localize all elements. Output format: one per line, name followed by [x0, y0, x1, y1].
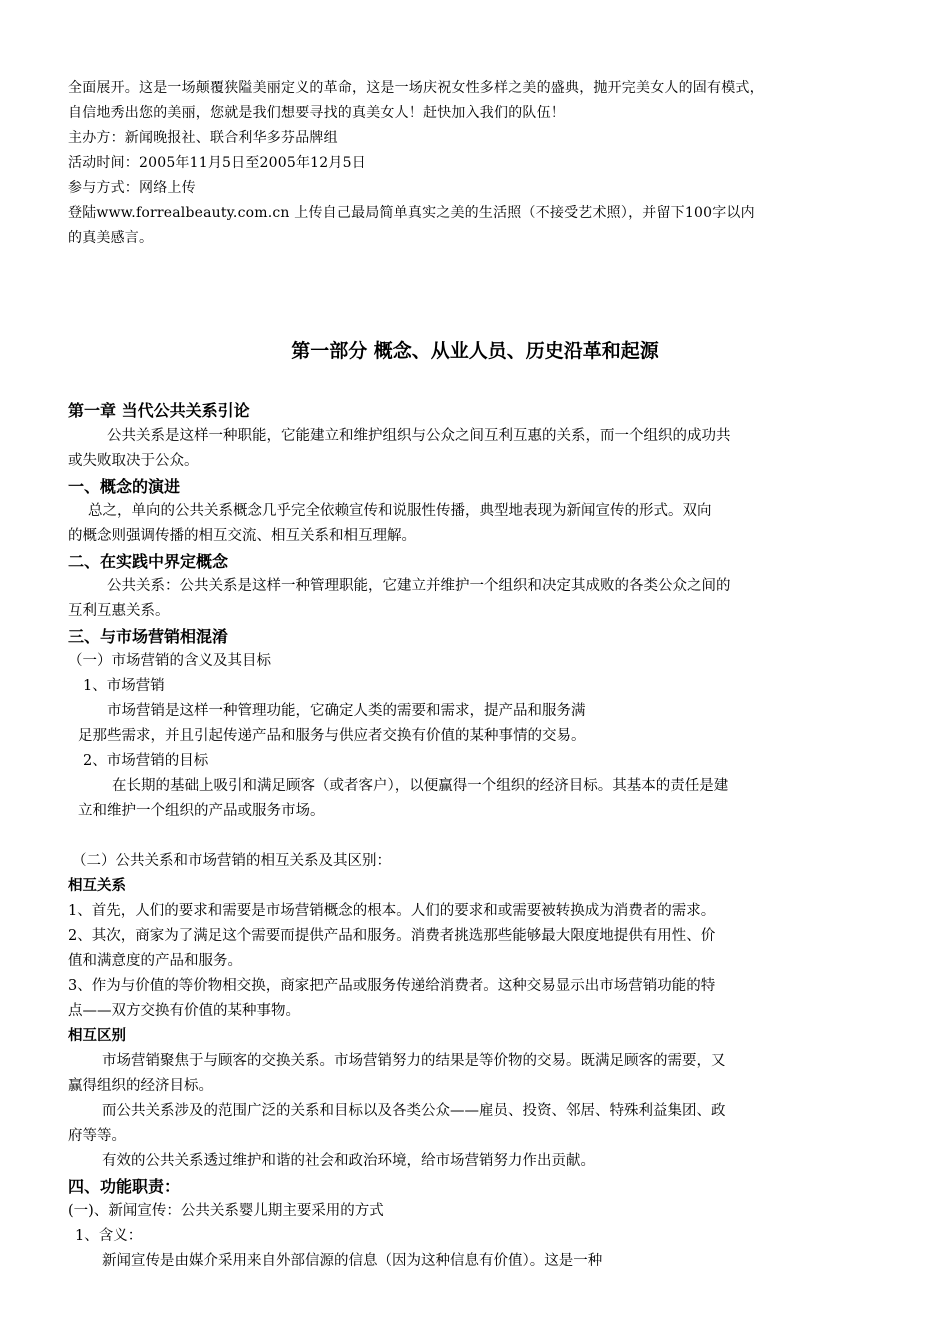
item-heading: 1、市场营销	[83, 678, 165, 694]
paragraph-line: 总之，单向的公共关系概念几乎完全依赖宣传和说服性传播，典型地表现为新闻宣传的形式。双向	[88, 503, 712, 519]
chapter-title: 第一章 当代公共关系引论	[68, 401, 250, 420]
paragraph-line: 1、首先，人们的要求和需要是市场营销概念的根本。人们的要求和或需要被转换成为消费者的需求。	[68, 903, 716, 919]
organizers-line: 主办方：新闻晚报社、联合利华多芬品牌组	[68, 130, 338, 146]
intro-line-2: 自信地秀出您的美丽，您就是我们想要寻找的真美女人！赶快加入我们的队伍！	[68, 105, 565, 121]
paragraph-line: 2、其次，商家为了满足这个需要而提供产品和服务。消费者挑选那些能够最大限度地提供有用性、价	[68, 928, 716, 944]
paragraph-line: 公共关系：公共关系是这样一种管理职能，它建立并维护一个组织和决定其成败的各类公众之间的	[107, 578, 731, 594]
subsection-heading: (一)、新闻宣传：公共关系婴儿期主要采用的方式	[68, 1203, 384, 1219]
paragraph-line: 市场营销是这样一种管理功能，它确定人类的需要和需求，提产品和服务满	[107, 703, 586, 719]
part-title: 第一部分 概念、从业人员、历史沿革和起源	[291, 340, 659, 362]
paragraph-line: 足那些需求，并且引起传递产品和服务与供应者交换有价值的某种事情的交易。	[78, 728, 586, 744]
difference-heading: 相互区别	[68, 1028, 126, 1044]
paragraph-line: 府等等。	[68, 1128, 126, 1144]
paragraph-line: 或失败取决于公众。	[68, 453, 199, 469]
paragraph-line: 在长期的基础上吸引和满足顾客（或者客户），以便赢得一个组织的经济目标。其基本的责任是建	[112, 778, 729, 794]
paragraph-line: 值和满意度的产品和服务。	[68, 953, 242, 969]
paragraph-line: 而公共关系涉及的范围广泛的关系和目标以及各类公众——雇员、投资、邻居、特殊利益集团、政	[102, 1103, 726, 1119]
paragraph-line: 点——双方交换有价值的某种事物。	[68, 1003, 300, 1019]
subsection-heading: （二）公共关系和市场营销的相互关系及其区别：	[72, 853, 391, 869]
paragraph-line: 赢得组织的经济目标。	[68, 1078, 213, 1094]
paragraph-line: 立和维护一个组织的产品或服务市场。	[78, 803, 325, 819]
upload-line-1: 登陆www.forrealbeauty.com.cn 上传自己最局简单真实之美的生活照（不接受艺术照），并留下100字以内	[68, 205, 755, 221]
paragraph-line: 3、作为与价值的等价物相交换，商家把产品或服务传递给消费者。这种交易显示出市场营销功能的特	[68, 978, 716, 994]
paragraph-line: 公共关系是这样一种职能，它能建立和维护组织与公众之间互利互惠的关系，而一个组织的成功共	[107, 428, 731, 444]
section-heading: 四、功能职责：	[68, 1177, 181, 1196]
relation-heading: 相互关系	[68, 878, 126, 894]
paragraph-line: 互利互惠关系。	[68, 603, 170, 619]
section-heading: 一、概念的演进	[68, 477, 181, 496]
subsection-heading: （一）市场营销的含义及其目标	[68, 653, 271, 669]
paragraph-line: 有效的公共关系透过维护和谐的社会和政治环境，给市场营销努力作出贡献。	[102, 1153, 595, 1169]
paragraph-line: 市场营销聚焦于与顾客的交换关系。市场营销努力的结果是等价物的交易。既满足顾客的需要，又	[102, 1053, 726, 1069]
paragraph-line: 的概念则强调传播的相互交流、相互关系和相互理解。	[68, 528, 416, 544]
intro-line-1: 全面展开。这是一场颠覆狭隘美丽定义的革命，这是一场庆祝女性多样之美的盛典，抛开完美女人的固有模式，	[68, 80, 764, 96]
item-heading: 1、含义：	[75, 1228, 143, 1244]
period-line: 活动时间：2005年11月5日至2005年12月5日	[68, 155, 366, 171]
section-heading: 三、与市场营销相混淆	[68, 627, 229, 646]
item-heading: 2、市场营销的目标	[83, 753, 209, 769]
section-heading: 二、在实践中界定概念	[68, 552, 229, 571]
upload-line-2: 的真美感言。	[68, 230, 154, 246]
method-line: 参与方式：网络上传	[68, 180, 196, 196]
paragraph-line: 新闻宣传是由媒介采用来自外部信源的信息（因为这种信息有价值）。这是一种	[102, 1253, 603, 1269]
